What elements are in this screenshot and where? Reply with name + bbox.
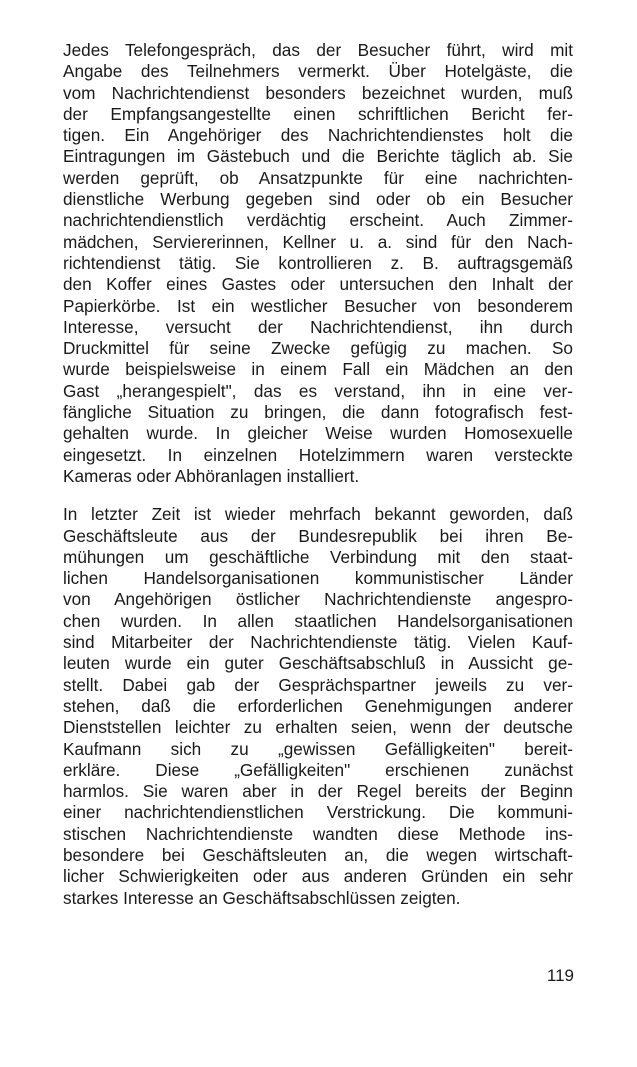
text-line: vom Nachrichtendienst besonders bezeichnet wurden, muß — [63, 82, 573, 103]
text-line: gehalten wurde. In gleicher Weise wurden Homosexuelle — [63, 423, 573, 444]
text-line: In letzter Zeit ist wieder mehrfach bekannt geworden, daß — [63, 504, 573, 525]
text-line: stellt. Dabei gab der Gesprächspartner jeweils zu ver- — [63, 674, 573, 695]
text-line: lichen Handelsorganisationen kommunistischer Länder — [63, 568, 573, 589]
text-line: chen wurden. In allen staatlichen Handelsorganisationen — [63, 610, 573, 631]
text-line: Dienststellen leichter zu erhalten seien, wenn der deutsche — [63, 717, 573, 738]
text-line: richtendienst tätig. Sie kontrollieren z. B. auftragsgemäß — [63, 252, 573, 273]
text-line: tigen. Ein Angehöriger des Nachrichtendienstes holt die — [63, 125, 573, 146]
text-line: von Angehörigen östlicher Nachrichtendienste angespro- — [63, 589, 573, 610]
text-line: Gast „herangespielt", das es verstand, ihn in eine ver- — [63, 380, 573, 401]
document-page — [63, 40, 573, 909]
text-line: sind Mitarbeiter der Nachrichtendienste tätig. Vielen Kauf- — [63, 632, 573, 653]
text-line: leuten wurde ein guter Geschäftsabschluß in Aussicht ge- — [63, 653, 573, 674]
text-line: Druckmittel für seine Zwecke gefügig zu machen. So — [63, 338, 573, 359]
text-line: eingesetzt. In einzelnen Hotelzimmern waren versteckte — [63, 444, 573, 465]
text-line: werden geprüft, ob Ansatzpunkte für eine nachrichten- — [63, 167, 573, 188]
text-line: Geschäftsleute aus der Bundesrepublik bei ihren Be- — [63, 525, 573, 546]
text-line: einer nachrichtendienstlichen Verstrickung. Die kommuni- — [63, 802, 573, 823]
text-line: Papierkörbe. Ist ein westlicher Besucher von besonderem — [63, 295, 573, 316]
text-line: nachrichtendienstlich verdächtig erscheint. Auch Zimmer- — [63, 210, 573, 231]
text-line: licher Schwierigkeiten oder aus anderen Gründen ein sehr — [63, 866, 573, 887]
text-line: stischen Nachrichtendienste wandten diese Methode ins- — [63, 823, 573, 844]
text-line: fängliche Situation zu bringen, die dann fotografisch fest- — [63, 402, 573, 423]
text-line: stehen, daß die erforderlichen Genehmigungen anderer — [63, 695, 573, 716]
text-line: Kameras oder Abhöranlagen installiert. — [63, 465, 360, 486]
text-line: dienstliche Werbung gegeben sind oder ob ein Besucher — [63, 189, 573, 210]
text-line: Kaufmann sich zu „gewissen Gefälligkeiten" bereit- — [63, 738, 573, 759]
text-line: Eintragungen im Gästebuch und die Berichte täglich ab. Sie — [63, 146, 573, 167]
text-line: harmlos. Sie waren aber in der Regel bereits der Beginn — [63, 781, 573, 802]
text-line: der Empfangsangestellte einen schriftlichen Bericht fer- — [63, 103, 573, 124]
text-line: Angabe des Teilnehmers vermerkt. Über Hotelgäste, die — [63, 61, 573, 82]
text-line: mühungen um geschäftliche Verbindung mit den staat- — [63, 546, 573, 567]
text-line: erkläre. Diese „Gefälligkeiten" erschienen zunächst — [63, 759, 573, 780]
text-line: den Koffer eines Gastes oder untersuchen den Inhalt der — [63, 274, 573, 295]
text-line: wurde beispielsweise in einem Fall ein Mädchen an den — [63, 359, 573, 380]
text-line: besondere bei Geschäftsleuten an, die wegen wirtschaft- — [63, 844, 573, 865]
paragraph-spacer — [63, 487, 573, 504]
page-number: 119 — [546, 966, 574, 985]
text-line: Interesse, versucht der Nachrichtendienst, ihn durch — [63, 316, 573, 337]
paragraph-2 — [63, 504, 573, 909]
paragraph-1 — [63, 40, 573, 487]
text-line: Jedes Telefongespräch, das der Besucher führt, wird mit — [63, 40, 573, 60]
text-line: mädchen, Serviererinnen, Kellner u. a. sind für den Nach- — [63, 231, 573, 252]
text-line: starkes Interesse an Geschäftsabschlüssen zeigten. — [63, 887, 461, 908]
